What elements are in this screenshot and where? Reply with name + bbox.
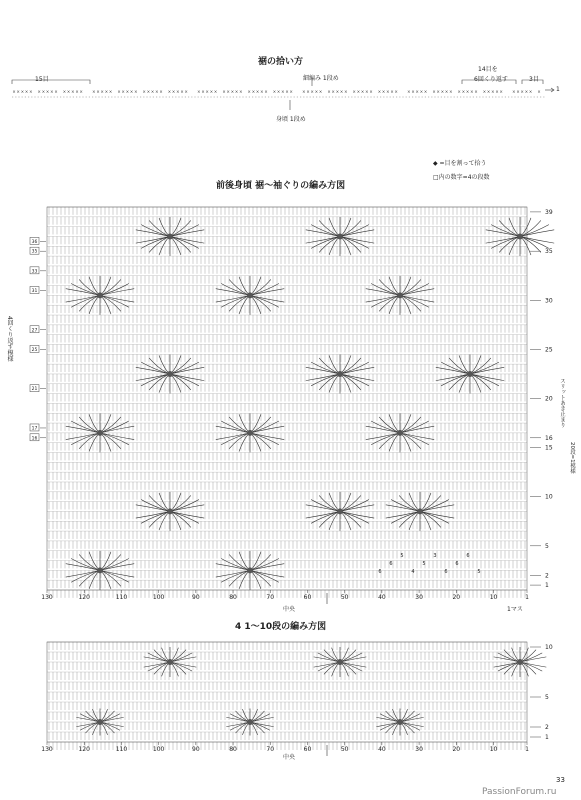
hem-label-14: 14目を [478,66,498,73]
hem-stitch-mark: × [222,89,226,94]
hem-stitch-mark: × [306,89,310,94]
hem-stitch-mark: × [142,89,146,94]
hem-stitch-mark: × [314,89,319,94]
hem-stitch-mark: × [92,89,96,94]
hem-stitch-mark: × [108,89,113,94]
hem-row-marker: 1 [556,86,560,93]
hem-stitch-mark: × [50,89,54,94]
hem-stitch-mark: × [260,89,264,94]
hem-stitch-mark: × [41,89,46,94]
hem-stitch-mark: × [432,89,436,94]
hem-stitch-mark: × [537,89,541,94]
hem-stitch-mark: × [415,89,419,94]
hem-stitch-mark: × [247,89,251,94]
hem-stitch-mark: × [318,89,323,94]
legend-line-1: ◆ =目を割って拾う [433,160,487,167]
hem-stitch-mark: × [37,89,41,94]
hem-stitch-mark: × [461,89,466,94]
hem-stitch-mark: × [251,89,256,94]
hem-stitch-mark: × [423,89,428,94]
hem-stitch-mark: × [419,89,424,94]
hem-stitch-mark: × [239,89,243,94]
hem-stitch-mark: × [499,89,503,94]
hem-stitch-mark: × [289,89,293,94]
fan-center [337,233,343,239]
hem-stitch-mark: × [386,89,390,94]
hem-stitch-mark: × [54,89,58,94]
hem-stitch-mark: × [24,89,29,94]
hem-stitch-mark: × [226,89,230,94]
hem-stitch-mark: × [66,89,71,94]
hem-stitch-mark: × [213,89,218,94]
hem-stitch-mark: × [62,89,67,94]
hem-stitch-mark: × [491,89,495,94]
hem-label-3: 3目 [529,76,539,83]
hem-stitch-mark: × [327,89,331,94]
fan-center [167,233,173,239]
hem-stitch-mark: × [524,89,529,94]
hem-stitch-mark: × [150,89,155,94]
hem-stitch-mark: × [411,89,415,94]
hem-stitch-mark: × [45,89,50,94]
chart-border [47,207,527,590]
hem-title: 裾の拾い方 [258,57,304,67]
hem-stitch-mark: × [381,89,386,94]
hem-stitch-mark: × [75,89,79,94]
main-chart-title: 前後身頃 裾〜袖ぐりの編み方図 [216,181,346,191]
hem-stitch-mark: × [276,89,281,94]
hem-stitch-mark: × [516,89,520,94]
hem-stitch-mark: × [302,89,306,94]
hem-stitch-mark: × [528,89,533,94]
hem-pickup-diagram [0,0,581,130]
hem-stitch-mark: × [209,89,214,94]
hem-stitch-mark: × [71,89,75,94]
hem-stitch-mark: × [117,89,121,94]
hem-stitch-mark: × [272,89,277,94]
hem-stitch-mark: × [125,89,130,94]
hem-stitch-mark: × [344,89,348,94]
hem-stitch-mark: × [255,89,260,94]
hem-stitch-mark: × [486,89,491,94]
hem-stitch-mark: × [230,89,235,94]
hem-stitch-mark: × [104,89,109,94]
hem-stitch-mark: × [171,89,176,94]
hem-stitch-mark: × [79,89,83,94]
hem-stitch-mark: × [444,89,449,94]
hem-stitch-mark: × [184,89,188,94]
hem-stitch-mark: × [129,89,134,94]
hem-stitch-mark: × [390,89,394,94]
hem-stitch-mark: × [16,89,20,94]
hem-stitch-mark: × [436,89,440,94]
hem-label-rib: 細編み 1段め [303,75,339,82]
main-chart [0,195,581,625]
hem-stitch-mark: × [440,89,445,94]
hem-stitch-mark: × [197,89,201,94]
hem-stitch-mark: × [339,89,344,94]
hem-stitch-mark: × [167,89,172,94]
hem-stitch-mark: × [331,89,335,94]
hem-stitch-mark: × [352,89,356,94]
hem-stitch-mark: × [146,89,151,94]
hem-stitch-mark: × [234,89,239,94]
hem-stitch-mark: × [495,89,499,94]
hem-stitch-mark: × [159,89,163,94]
hem-stitch-mark: × [365,89,369,94]
hem-stitch-mark: × [457,89,461,94]
hem-label-body: 身頃 1段め [276,116,306,123]
hem-stitch-mark: × [285,89,289,94]
hem-stitch-mark: × [512,89,516,94]
hem-stitch-mark: × [356,89,361,94]
hem-stitch-mark: × [121,89,125,94]
hem-stitch-mark: × [205,89,209,94]
hem-stitch-mark: × [394,89,398,94]
hem-stitch-mark: × [449,89,453,94]
hem-stitch-mark: × [134,89,138,94]
hem-stitch-mark: × [465,89,470,94]
hem-stitch-mark: × [155,89,159,94]
hem-stitch-mark: × [520,89,524,94]
hem-stitch-mark: × [100,89,104,94]
hem-stitch-mark: × [407,89,411,94]
hem-label-15: 15目 [35,76,49,83]
hem-stitch-mark: × [335,89,340,94]
hem-stitch-mark: × [474,89,478,94]
hem-stitch-mark: × [12,89,16,94]
hem-label-6: 6回くり返す [474,76,508,83]
legend-line-2: □内の数字=4の段数 [433,174,490,181]
hem-stitch-mark: × [20,89,25,94]
hem-stitch-mark: × [281,89,285,94]
hem-stitch-mark: × [201,89,205,94]
hem-stitch-mark: × [482,89,487,94]
hem-stitch-mark: × [377,89,382,94]
hem-stitch-mark: × [96,89,100,94]
hem-stitch-mark: × [264,89,268,94]
hem-stitch-mark: × [369,89,373,94]
hem-stitch-mark: × [360,89,365,94]
hem-stitch-mark: × [29,89,33,94]
hem-stitch-mark: × [180,89,184,94]
hem-stitch-mark: × [470,89,474,94]
hem-stitch-mark: × [176,89,180,94]
hem-stitch-mark: × [310,89,314,94]
